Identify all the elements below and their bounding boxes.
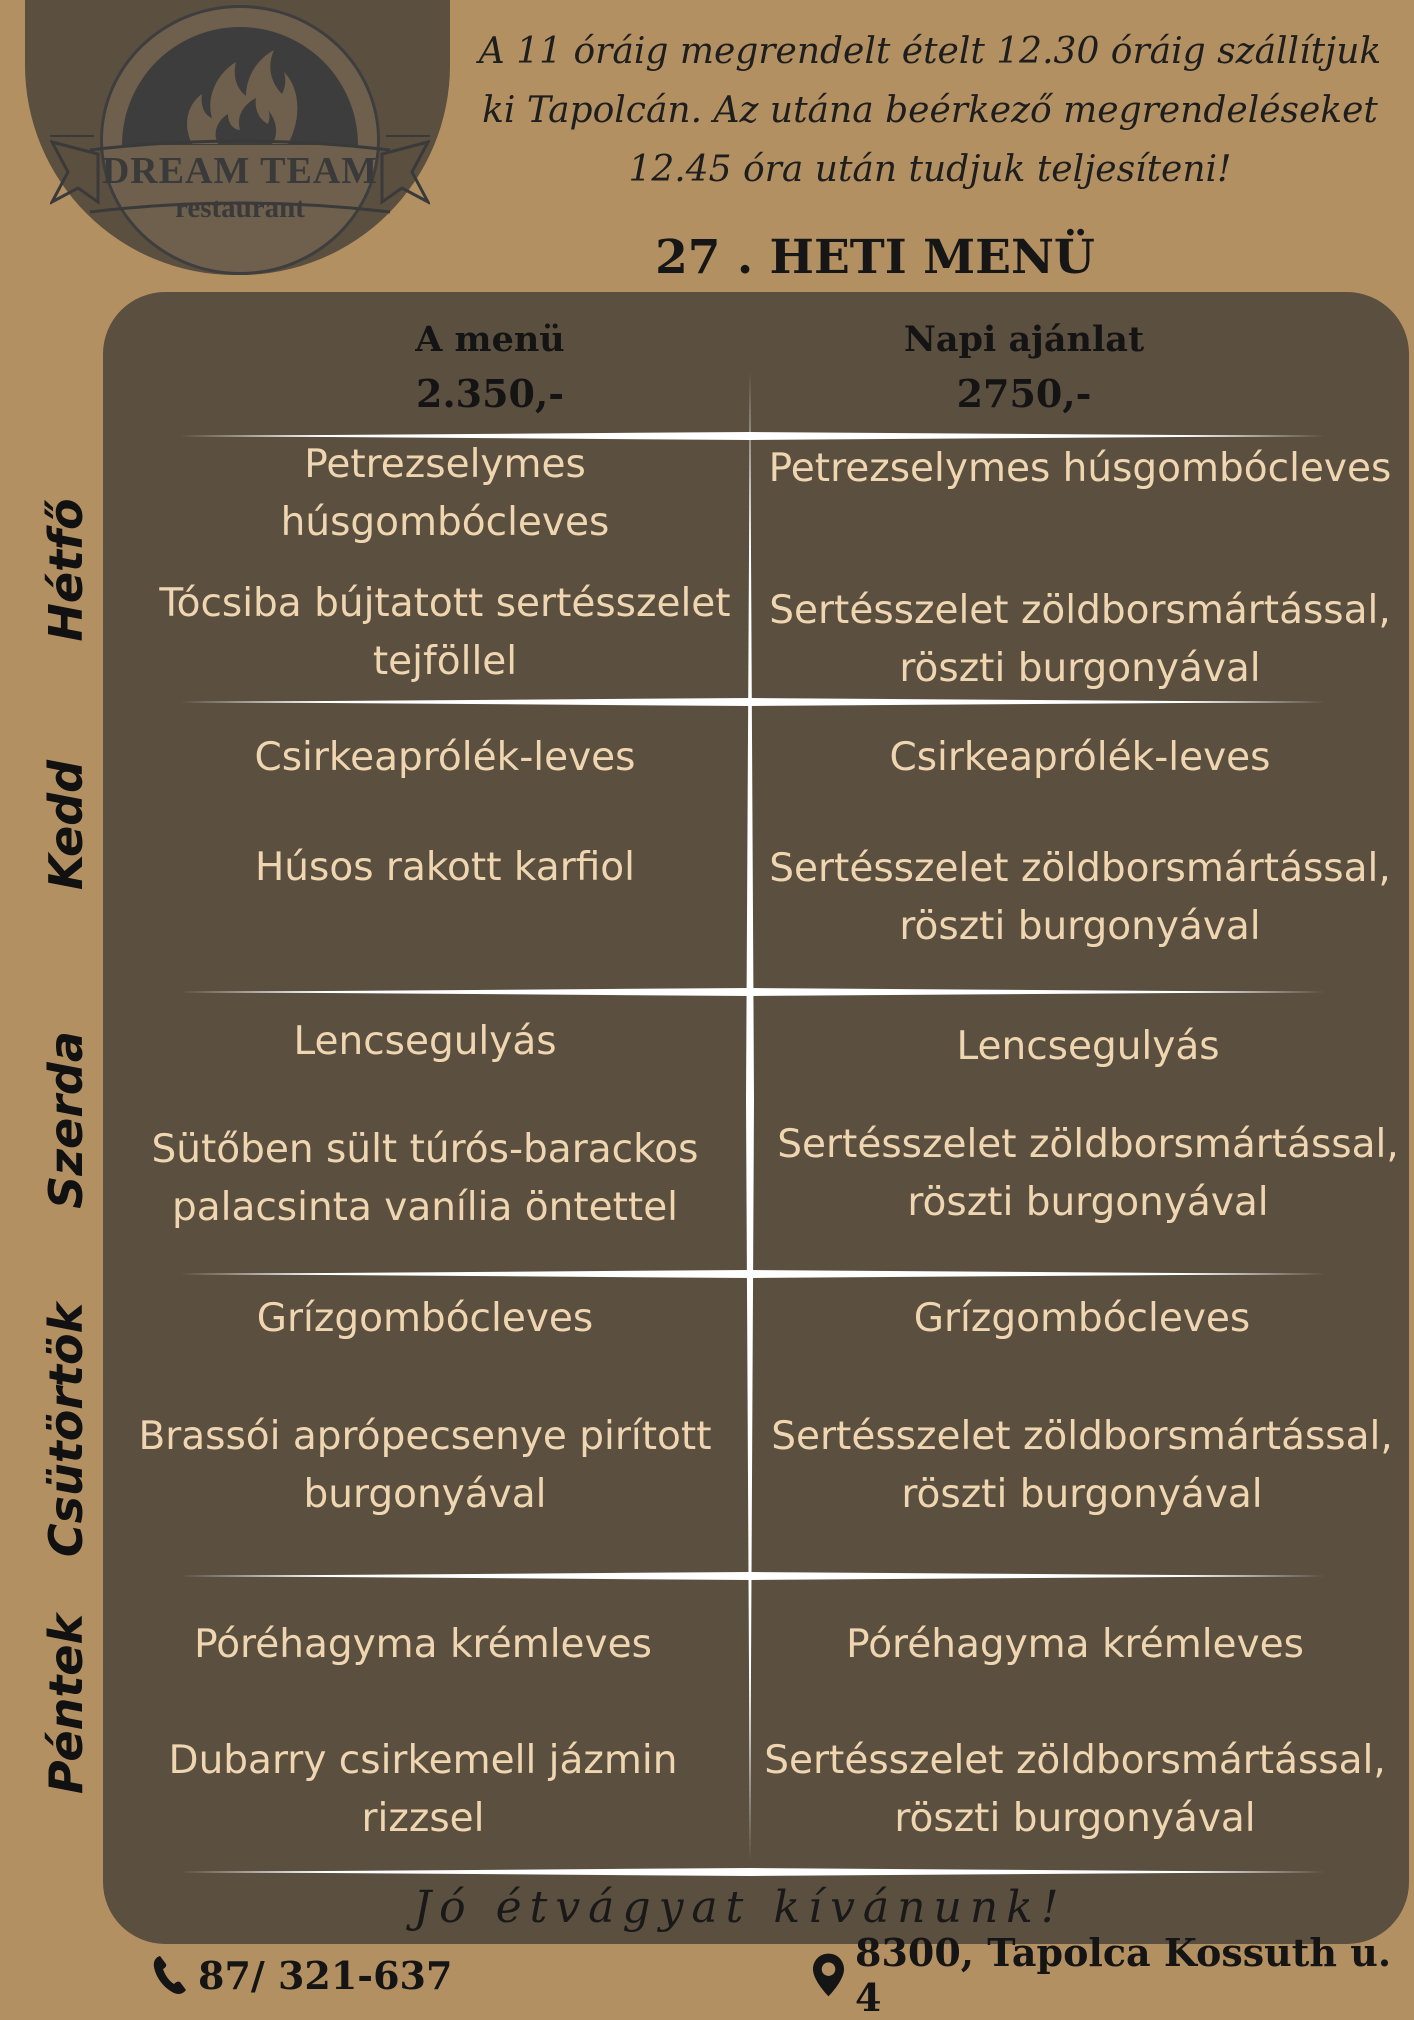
dish-friday-b-soup: Póréhagyma krémleves [846, 1622, 1304, 1667]
phone-icon [152, 1954, 188, 1996]
dish-thursday-b-main: Sertésszelet zöldborsmártással, röszti burgonyával [771, 1414, 1393, 1517]
dish-friday-a-main: Dubarry csirkemell jázmin rizzsel [168, 1738, 678, 1841]
location-pin-icon [812, 1953, 845, 1997]
closing-message: Jó étvágyat kívánunk! [413, 1882, 1067, 1933]
dish-wednesday-b-soup: Lencsegulyás [956, 1024, 1220, 1069]
row-divider [180, 1270, 1325, 1278]
dish-wednesday-b-main: Sertésszelet zöldborsmártással, röszti burgonyával [777, 1122, 1399, 1225]
row-divider [180, 698, 1325, 706]
logo-subtitle: restaurant [175, 192, 305, 224]
dish-tuesday-a-soup: Csirkeaprólék-leves [254, 735, 636, 780]
row-divider [180, 988, 1325, 996]
dish-friday-b-main: Sertésszelet zöldborsmártással, röszti burgonyával [764, 1738, 1386, 1841]
delivery-notice: A 11 óráig megrendelt ételt 12.30 óráig szállítjuk ki Tapolcán. Az utána beérkező megrendeléseket 12.45 óra után tudjuk teljesíteni! [478, 31, 1382, 190]
column-title: A menü [415, 319, 565, 360]
footer-phone[interactable] [152, 1950, 452, 2000]
dish-monday-b-main: Sertésszelet zöldborsmártással, röszti burgonyával [769, 588, 1391, 691]
phone-number: 87/ 321-637 [198, 1952, 453, 1998]
footer-address[interactable] [812, 1930, 1414, 2020]
dish-wednesday-a-soup: Lencsegulyás [293, 1019, 557, 1064]
dish-tuesday-b-soup: Csirkeaprólék-leves [889, 735, 1271, 780]
dish-monday-a-soup: Petrezselymes húsgombócleves [280, 442, 610, 545]
column-price: 2750,- [956, 371, 1092, 416]
vertical-divider [746, 372, 754, 1860]
dish-wednesday-a-main: Sütőben sült túrós-barackos palacsinta vanília öntettel [151, 1127, 699, 1230]
dish-tuesday-a-main: Húsos rakott karfiol [254, 845, 635, 890]
dish-thursday-a-soup: Grízgombócleves [256, 1296, 594, 1341]
address-text: 8300, Tapolca Kossuth u. 4 [855, 1930, 1392, 2020]
dish-monday-a-main: Tócsiba bújtatott sertésszelet tejföllel [159, 581, 731, 684]
dish-friday-a-soup: Póréhagyma krémleves [194, 1622, 652, 1667]
column-title: Napi ajánlat [903, 319, 1145, 360]
logo-title: DREAM TEAM [101, 150, 379, 192]
row-divider [180, 1572, 1325, 1580]
dish-tuesday-b-main: Sertésszelet zöldborsmártással, röszti burgonyával [769, 846, 1391, 949]
column-price: 2.350,- [416, 371, 564, 416]
dish-thursday-a-main: Brassói aprópecsenye pirított burgonyával [138, 1414, 712, 1517]
dish-monday-b-soup: Petrezselymes húsgombócleves [768, 446, 1392, 491]
dish-thursday-b-soup: Grízgombócleves [913, 1296, 1251, 1341]
page-title: 27 . HETI MENÜ [655, 230, 1095, 285]
row-divider [180, 1868, 1325, 1876]
